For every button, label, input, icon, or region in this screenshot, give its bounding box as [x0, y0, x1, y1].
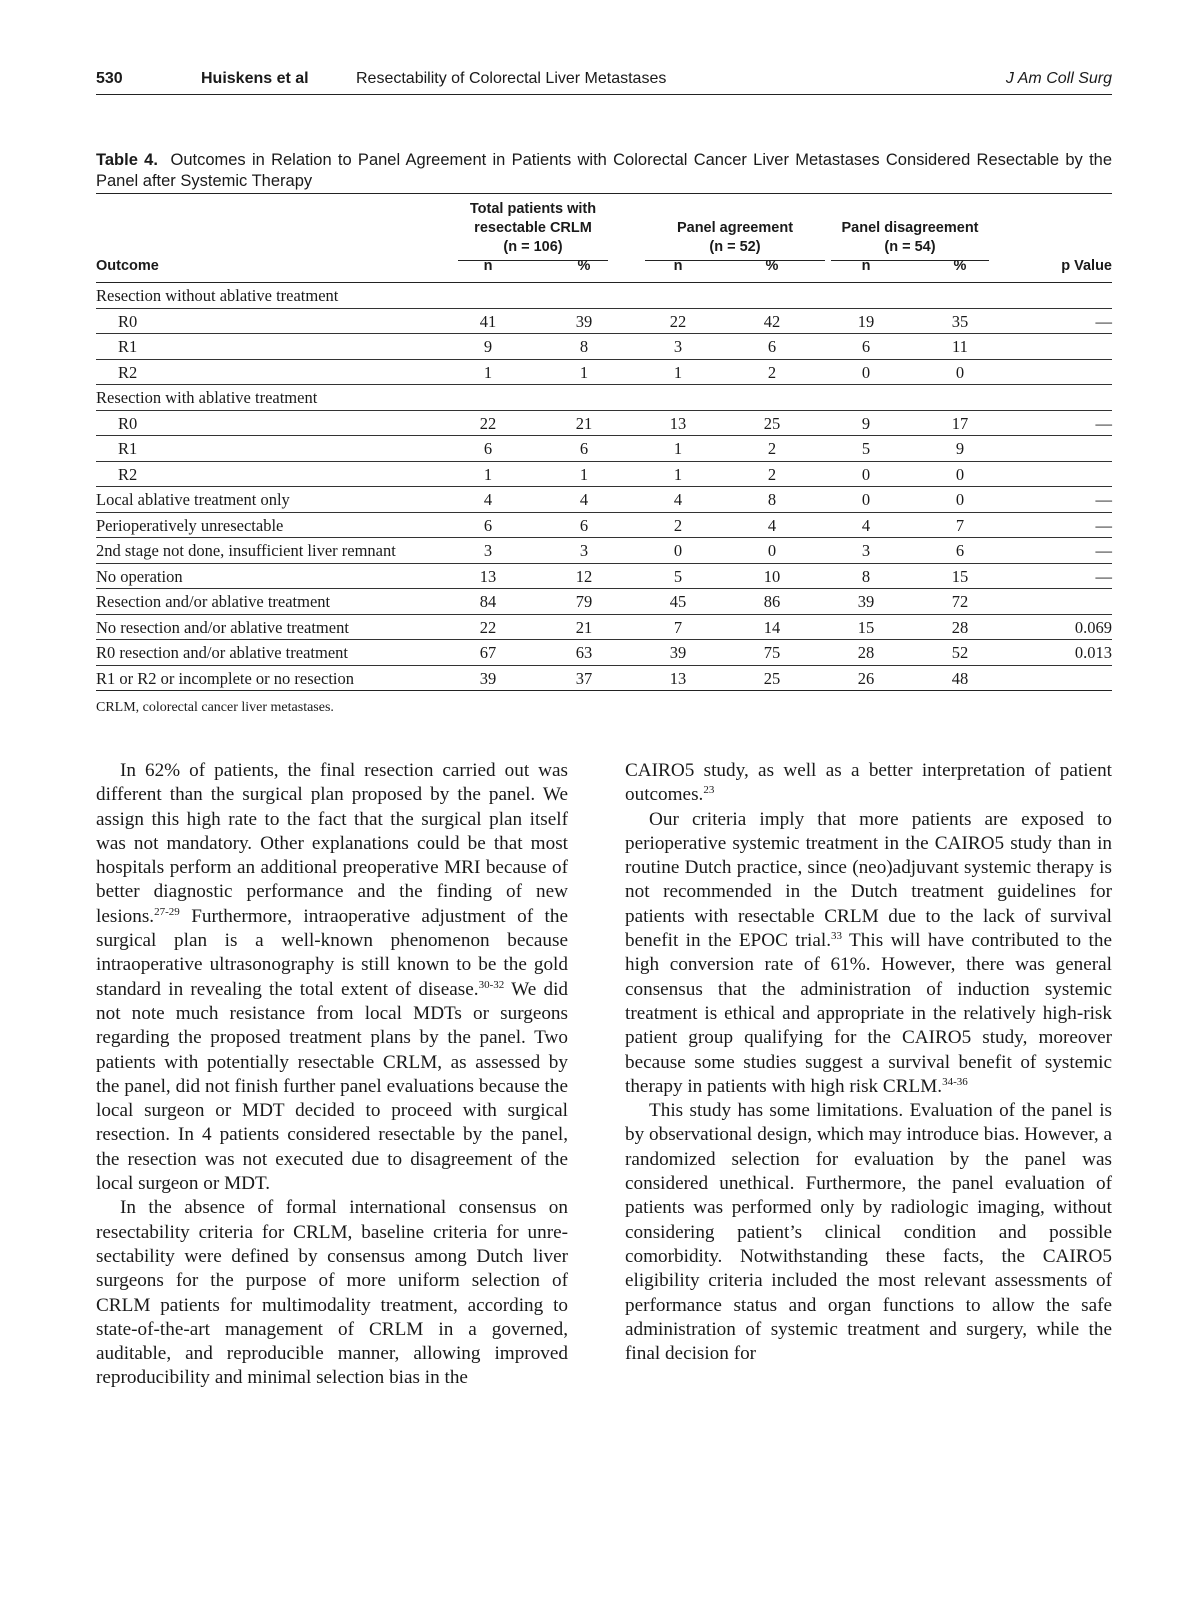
row-label: Resection and/or ablative treatment: [96, 592, 331, 611]
table-row: [96, 615, 1112, 641]
table-cell: 7: [673, 617, 683, 637]
column-header-pvalue: p Value: [1061, 258, 1112, 274]
table-cell: 0: [955, 362, 965, 382]
table-cell: 39: [669, 643, 687, 662]
table-cell: 67: [479, 643, 497, 662]
table-caption-text: Outcomes in Relation to Panel Agreement in Patients with Colorectal Cancer Liver Metastases Considered Resectable by the Panel after Systemic Therapy: [96, 151, 1113, 190]
row-label: 2nd stage not done, insufficient liver remnant: [96, 541, 396, 560]
table-cell: 41: [479, 311, 497, 331]
table-cell: 3: [673, 337, 683, 356]
table-cell: 2: [767, 439, 777, 458]
table-cell: 9: [955, 439, 965, 458]
table-cell: 0: [861, 362, 871, 382]
table-cell: 3: [483, 541, 493, 560]
table-row: [96, 385, 1112, 411]
row-label: No resection and/or ablative treatment: [96, 617, 349, 637]
table-cell: 37: [575, 668, 593, 688]
table-cell: 75: [763, 643, 781, 662]
table-cell: 42: [763, 311, 781, 331]
table-cell: 6: [861, 337, 871, 356]
table-cell: 39: [575, 311, 593, 331]
table-caption: [96, 150, 1112, 192]
table-cell: 4: [861, 515, 871, 535]
running-authors: Huiskens et al: [201, 70, 309, 87]
table-cell: 21: [575, 617, 593, 637]
p-value-cell: —: [1095, 515, 1112, 535]
citation-superscript: 33: [831, 930, 842, 943]
citation-superscript: 27-29: [154, 905, 180, 918]
row-label: R0: [118, 311, 138, 331]
row-label: No operation: [96, 566, 183, 586]
table-cell: 8: [861, 566, 871, 586]
table-row: [96, 513, 1112, 539]
table-cell: 22: [669, 311, 687, 331]
column-header-pct: %: [765, 258, 779, 274]
table-row: [96, 411, 1112, 437]
outcomes-table: [96, 193, 1112, 691]
table-cell: 72: [951, 592, 969, 611]
table-cell: 5: [861, 439, 871, 458]
column-header-n: n: [483, 258, 493, 274]
table-cell: 1: [483, 362, 493, 382]
table-cell: 14: [763, 617, 781, 637]
group-header-line: Total patients with: [469, 201, 597, 217]
table-cell: 15: [951, 566, 969, 586]
table-cell: 0: [673, 541, 683, 560]
paragraph-text: We did not note much resistance from local MDTs or surgeons regarding the proposed treatment plans by the panel. Two patients with potentially resectable CRLM, as assessed by the panel, did not finish further panel evaluations because the local surgeon or MDT decided to proceed with surgical resection. In 4 patients considered resectable by the panel, the resection was not executed due to disagreement of the local surgeon or MDT.: [96, 978, 569, 1195]
paragraph-text: This study has some limitations. Evaluation of the panel is by observational design, which may introduce bias. However, a randomized selection for evaluation by the panel was considered unethical. Furthermore, the panel evaluation of patients was performed only by radiologic imaging, without considering patient’s clinical condition and possible comorbidity. Notwithstanding these facts, the CAIRO5 eligibility criteria included the most relevant assessments of performance status and organ functions to allow the safe administration of systemic treatment and surgery, while the final decision for: [625, 1100, 1112, 1365]
table-row: [96, 283, 1112, 309]
table-cell: 19: [857, 311, 875, 331]
table-cell: 13: [669, 668, 687, 688]
paragraph-text: This will have contributed to the high conversion rate of 61%. However, there was general consensus that the administration of induction systemic treatment is ethical and appropriate in the relatively high-risk patient group qualifying for the CAIRO5 study, moreover because some studies suggest a survival benefit of systemic therapy in patients with high risk CRLM.: [625, 930, 1112, 1097]
table-row: [96, 487, 1112, 513]
paragraph-text: Our criteria imply that more patients are exposed to perioperative systemic treatment in the CAIRO5 study than in routine Dutch practice, since (neo)adjuvant systemic therapy is not recommended in the Dutch treatment guidelines for patients with resectable CRLM due to the lack of survival benefit in the EPOC trial.: [625, 808, 1112, 952]
table-cell: 28: [951, 617, 969, 637]
group-header-total: [458, 200, 608, 257]
table-cell: 0: [767, 541, 777, 560]
p-value-cell: —: [1095, 413, 1112, 433]
table-cell: 11: [952, 337, 968, 356]
paragraph: [625, 808, 1112, 1100]
p-value-cell: 0.069: [1074, 617, 1112, 637]
table-cell: 39: [479, 668, 497, 688]
table-cell: 1: [673, 464, 683, 484]
table-cell: 25: [763, 668, 781, 688]
table-cell: 8: [579, 337, 589, 356]
group-header-line: [831, 200, 989, 219]
table-row: [96, 640, 1112, 666]
table-cell: 6: [579, 439, 589, 458]
group-header-line: (n = 54): [884, 239, 936, 255]
table-cell: 1: [579, 362, 589, 382]
running-title: Resectability of Colorectal Liver Metastases: [356, 70, 667, 87]
table-cell: 9: [861, 413, 871, 433]
group-header-line: [645, 200, 825, 219]
journal-name: J Am Coll Surg: [1005, 70, 1112, 87]
group-header-line: Panel agreement: [676, 220, 794, 236]
paragraph: [96, 1196, 568, 1390]
paragraph-text: CAIRO5 study, as well as a better interpretation of patient outcomes.: [625, 760, 1112, 806]
group-header-line: (n = 106): [503, 239, 563, 255]
citation-superscript: 23: [703, 784, 715, 797]
table-cell: 52: [951, 643, 969, 662]
table-cell: 8: [767, 490, 777, 509]
table-row: [96, 436, 1112, 462]
table-cell: 6: [767, 337, 777, 356]
table-cell: 4: [579, 490, 589, 509]
row-label: Local ablative treatment only: [96, 490, 290, 509]
table-cell: 5: [673, 566, 683, 586]
table-row: [96, 538, 1112, 564]
table-cell: 15: [857, 617, 875, 637]
table-cell: 1: [483, 464, 493, 484]
table-row: [96, 589, 1112, 615]
paragraph-text: Furthermore, intraoperative adjustment of the surgical plan is a well-known phenomenon because intraoperative ultrasonography is still known to be the gold standard in revealing the total extent of disease.: [96, 905, 568, 1000]
table-row: [96, 666, 1112, 692]
table-row: [96, 564, 1112, 590]
row-label: R0: [118, 413, 138, 433]
page-number: 530: [96, 70, 123, 87]
table-cell: 10: [763, 566, 781, 586]
column-header-outcome: Outcome: [96, 258, 159, 274]
table-cell: 3: [579, 541, 589, 560]
paragraph-text: In 62% of patients, the final resection carried out was different than the surgical plan proposed by the panel. We assign this high rate to the fact that the surgical plan itself was not mandatory. Other explanations could be that most hospitals perform an additional preoperative MRI because of better diagnostic performance and the finding of new lesions.: [96, 760, 568, 927]
p-value-cell: —: [1095, 311, 1112, 331]
table-cell: 6: [955, 541, 965, 560]
running-header: [96, 68, 1112, 95]
row-label: R1 or R2 or incomplete or no resection: [96, 668, 354, 688]
table-label: Table 4.: [96, 151, 158, 169]
table-cell: 3: [861, 541, 871, 560]
group-header-line: (n = 52): [709, 239, 761, 255]
table-cell: 48: [951, 668, 969, 688]
table-cell: 4: [673, 490, 683, 509]
column-header-n: n: [673, 258, 683, 274]
paragraph-text: In the absence of formal international consensus on resectability criteria for CRLM, baseline criteria for unresectability were defined by consensus among Dutch liver surgeons for the purpose of more uniform selection of CRLM patients for multimodality treatment, according to state-of-the-art management of CRLM in a governed, auditable, and reproducible manner, allowing improved reproducibility and minimal selection bias in the: [96, 1197, 568, 1389]
table-cell: 22: [479, 413, 497, 433]
group-header-disagreement: [831, 200, 989, 257]
paragraph: [96, 759, 568, 1196]
table-body: [96, 283, 1112, 691]
table-cell: 0: [861, 464, 871, 484]
table-cell: 84: [479, 592, 497, 611]
row-label: R1: [118, 439, 138, 458]
table-cell: 22: [479, 617, 497, 637]
table-cell: 13: [479, 566, 497, 586]
table-cell: 1: [579, 464, 589, 484]
body-column-right: [625, 759, 1112, 1366]
p-value-cell: —: [1095, 490, 1112, 509]
table-cell: 63: [575, 643, 593, 662]
column-header-pct: %: [953, 258, 967, 274]
table-cell: 2: [767, 362, 777, 382]
table-cell: 0: [955, 490, 965, 509]
table-row: [96, 309, 1112, 335]
table-cell: 21: [575, 413, 593, 433]
table-header: [96, 194, 1112, 283]
table-cell: 1: [673, 362, 683, 382]
group-header-agreement: [645, 200, 825, 257]
body-column-left: [96, 759, 568, 1391]
table-cell: 17: [951, 413, 969, 433]
p-value-cell: —: [1095, 566, 1112, 586]
group-header-line: resectable CRLM: [474, 220, 592, 236]
table-cell: 26: [857, 668, 875, 688]
table-row: [96, 462, 1112, 488]
table-footnote: CRLM, colorectal cancer liver metastases.: [96, 700, 334, 715]
table-cell: 6: [579, 515, 589, 535]
table-cell: 7: [955, 515, 965, 535]
table-cell: 86: [763, 592, 781, 611]
table-cell: 2: [673, 515, 683, 535]
row-label: R0 resection and/or ablative treatment: [96, 643, 348, 662]
table-cell: 4: [483, 490, 493, 509]
table-cell: 6: [483, 439, 493, 458]
p-value-cell: —: [1095, 541, 1112, 560]
row-label: R2: [118, 464, 138, 484]
table-row: [96, 334, 1112, 360]
table-cell: 25: [763, 413, 781, 433]
citation-superscript: 30-32: [478, 978, 505, 991]
table-cell: 6: [483, 515, 493, 535]
row-label: Resection without ablative treatment: [96, 286, 339, 305]
table-cell: 9: [483, 337, 493, 356]
table-cell: 35: [951, 311, 969, 331]
table-row: [96, 360, 1112, 386]
p-value-cell: 0.013: [1074, 643, 1112, 662]
table-cell: 13: [669, 413, 687, 433]
citation-superscript: 34-36: [942, 1075, 968, 1088]
paragraph: [625, 759, 1112, 808]
paragraph: [625, 1099, 1112, 1366]
table-cell: 79: [575, 592, 593, 611]
table-cell: 12: [575, 566, 593, 586]
table-cell: 0: [955, 464, 965, 484]
row-label: R1: [118, 337, 138, 356]
table-cell: 2: [767, 464, 777, 484]
table-cell: 1: [673, 439, 683, 458]
table-cell: 39: [857, 592, 875, 611]
table-cell: 0: [861, 490, 871, 509]
group-header-line: Panel disagreement: [841, 220, 979, 236]
table-cell: 28: [857, 643, 875, 662]
column-header-pct: %: [577, 258, 591, 274]
table-cell: 4: [767, 515, 777, 535]
row-label: Perioperatively unresectable: [96, 515, 284, 535]
table-cell: 45: [669, 592, 687, 611]
column-header-n: n: [861, 258, 871, 274]
row-label: Resection with ablative treatment: [96, 388, 318, 407]
row-label: R2: [118, 362, 138, 382]
